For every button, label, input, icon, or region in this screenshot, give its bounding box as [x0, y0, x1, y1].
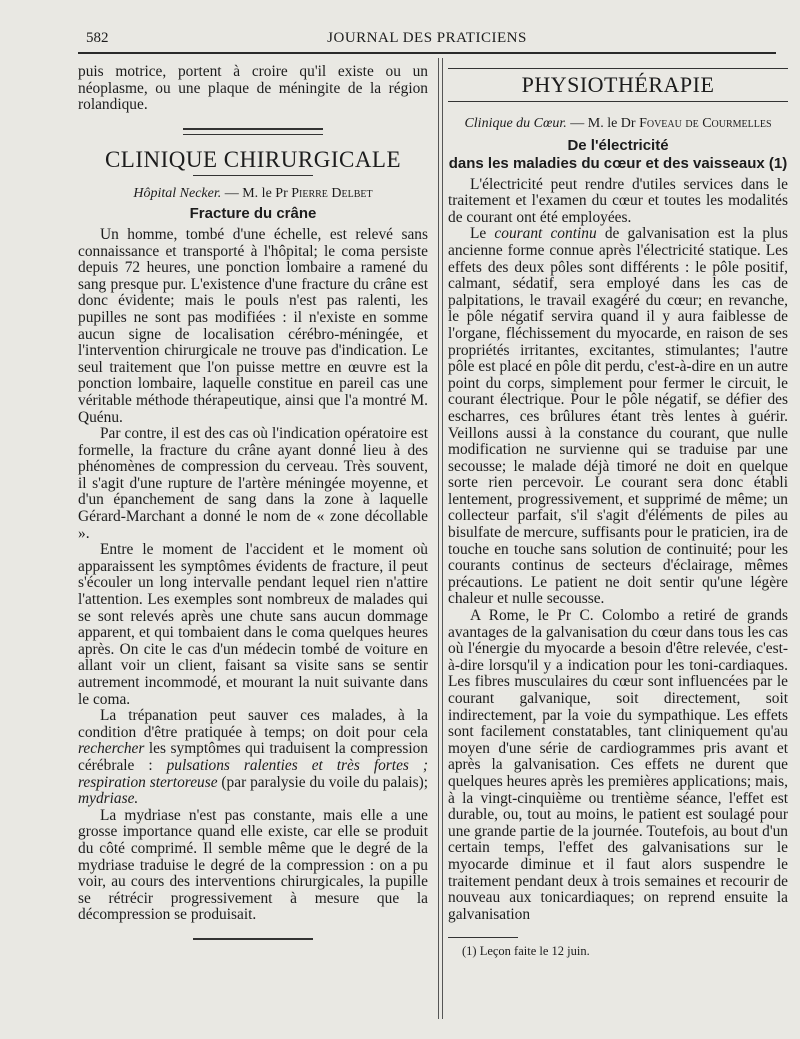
page-number: 582: [86, 30, 109, 46]
byline-dash: — M. le Pr: [221, 185, 292, 201]
right-column: [448, 64, 788, 959]
section-divider: [183, 128, 323, 135]
italic-run: courant continu: [494, 225, 597, 243]
paragraph: L'électricité peut rendre d'utiles services dans le traitement et l'examen du cœur et toutes les modalités de courant ont été employées.: [448, 175, 788, 226]
paragraph: Par contre, il est des cas où l'indication opératoire est formelle, la fracture du crâne ayant donné lieu à des phénomènes de compression du cerveau. Très souvent, il s'agit d'une rupture de l'artère méningée moyenne, et d'un épanchement de sang dans la zone à laquelle Gérard-Marchant a donné le nom de « zone décollable ».: [78, 425, 428, 542]
byline: [78, 186, 428, 203]
byline-author: Foveau de Courmelles: [639, 116, 772, 131]
text-run: de galvanisation est la plus ancienne forme connue après l'électricité statique. Les effets des deux pôles sont différents : le pôle positif, calmant, sédatif, sera employé dans les cas de palpitations, le travail exagéré du cœur; en revanche, le pôle négatif servira quand il y aura faiblesse de l'organe, fléchissement du myocarde, en raison de ses propriétés irritantes, excitantes, stimulantes; l'autre pôle est placé en pôle dit perdu, c'est-à-dire en un autre point du corps, simplement pour fermer le circuit, le courant électrique. Pour le pôle négatif, se défier des escharres, ces brûlures étant très lentes à guérir. Veillons aussi à la constance du courant, que nulle modification ne survienne qui se traduise par une secousse; le malade déjà timoré ne doit en quelque sorte rien percevoir. Le courant sera donc établi lentement, progressivement, et supprimé de même; un collecteur parfait, s'il s'agit d'éléments de piles au bisulfate de mercure, suffisants pour le praticien, ira de touche en touche sans solution de continuité; pour les courants continus de secteurs d'éclairage, mêmes précautions. Le patient ne doit sentir qu'une légère chaleur et nulle secousse.: [448, 225, 788, 608]
column-divider: [438, 58, 439, 1019]
paragraph: La mydriase n'est pas constante, mais elle a une grosse importance quand elle existe, car elle se produit du côté comprimé. Il semble même que le degré de la mydriase traduise le degré de la compression : on a pu voir, au cours des interventions chirurgicales, la pupille se rétrécir progressivement à mesure que la décompression se produisait.: [78, 806, 428, 924]
byline-place: Clinique du Cœur.: [464, 116, 567, 131]
byline-place: Hôpital Necker.: [133, 185, 222, 201]
italic-run: pulsations ralenties et très fortes ; respiration stertoreuse: [78, 756, 428, 791]
text-run: (par paralysie du voile du palais);: [217, 773, 428, 791]
footnote-rule: [448, 937, 518, 938]
section-title-chirurgicale: CLINIQUE CHIRURGICALE: [104, 146, 402, 172]
continuation-paragraph: puis motrice, portent à croire qu'il existe ou un néoplasme, ou une plaque de méningite de la région rolandique.: [78, 63, 428, 114]
byline-author: Pierre Delbet: [291, 185, 373, 201]
article-title: Fracture du crâne: [189, 205, 317, 223]
paragraph: Entre le moment de l'accident et le moment où apparaissent les symptômes évidents de fracture, il peut s'écouler un long intervalle pendant lequel rien n'attire l'attention. Les exemples sont nombreux de malades qui se sont relevés après une chute sans aucun dommage apparent, et qui tombaient dans le coma quelques heures après. On cite le cas d'un médecin tombé de voiture en allant voir un client, faisant sa visite sans se sentir autrement incommodé, et mourant la nuit suivante dans le coma.: [78, 541, 428, 708]
byline-dash: — M. le Dr: [566, 116, 640, 131]
article-title-line1: De l'électricité: [567, 136, 669, 154]
paragraph: [78, 708, 428, 808]
paragraph: [448, 226, 788, 608]
section-underline: [193, 175, 313, 176]
column-divider-second: [442, 58, 443, 1019]
section-title-box: [448, 68, 788, 102]
article-title-line2: dans les maladies du cœur et des vaisseaux (1): [448, 154, 788, 172]
paragraph: A Rome, le Pr C. Colombo a retiré de grands avantages de la galvanisation du cœur dans tous les cas où l'énergie du myocarde a besoin d'être relevée, c'est-à-dire lorsqu'il y a indication pour les toni-cardiaques. Les fibres musculaires du cœur sont influencées par le courant galvanique, soit directement, soit indirectement, par la voie du sympathique. Les effets sont facilement constatables, tant cliniquement qu'au moyen d'une série de cardiogrammes pris avant et après la galvanisation. Ces effets ne durent que quelques heures après les premières applications; mais, à la vingt-cinquième ou trentième séance, l'effet est durable, ou, tout au moins, le patient est soulagé pour une grande partie de la journée. Toutefois, au bout d'un certain temps, l'effet des galvanisations sur le myocarde diminue et il faut alors suspendre le traitement pendant deux à trois semaines et recourir de nouveau aux tonicardiaques; on reprend ensuite la galvanisation: [448, 607, 788, 923]
text-run: les symptômes qui traduisent la compression cérébrale :: [78, 740, 428, 774]
running-head: [78, 28, 776, 50]
left-column: [78, 64, 428, 940]
italic-run: mydriase.: [78, 790, 139, 808]
text-run: Le: [470, 225, 495, 243]
section-title-physiotherapie: PHYSIOTHÉRAPIE: [521, 72, 715, 97]
paragraph: Un homme, tombé d'une échelle, est relevé sans connaissance et transporté à l'hôpital; le coma persiste depuis 72 heures, une ponction lombaire a ramené du sang presque pur. L'existence d'une fracture du crâne est donc évidente; mais le pouls n'est pas ralenti, les pupilles ne sont pas modifiées : il n'existe en somme aucun signe de localisation cérébro-méningée, et l'intervention chirurgicale ne trouve pas d'indication. Le seul traitement que l'on puisse mettre en œuvre est la ponction lombaire, laquelle constitue en pareil cas une véritable méthode thérapeutique, ainsi que l'a montré M. Quénu.: [78, 225, 428, 426]
byline: [448, 116, 788, 133]
header-rule: [78, 52, 776, 54]
journal-title: JOURNAL DES PRATICIENS: [327, 30, 527, 46]
end-rule: [193, 938, 313, 940]
text-run: La trépanation peut sauver ces malades, à la condition d'être pratiquée à temps; on doit pour cela: [78, 707, 428, 741]
footnote: (1) Leçon faite le 12 juin.: [462, 944, 590, 959]
italic-run: rechercher: [78, 740, 145, 758]
